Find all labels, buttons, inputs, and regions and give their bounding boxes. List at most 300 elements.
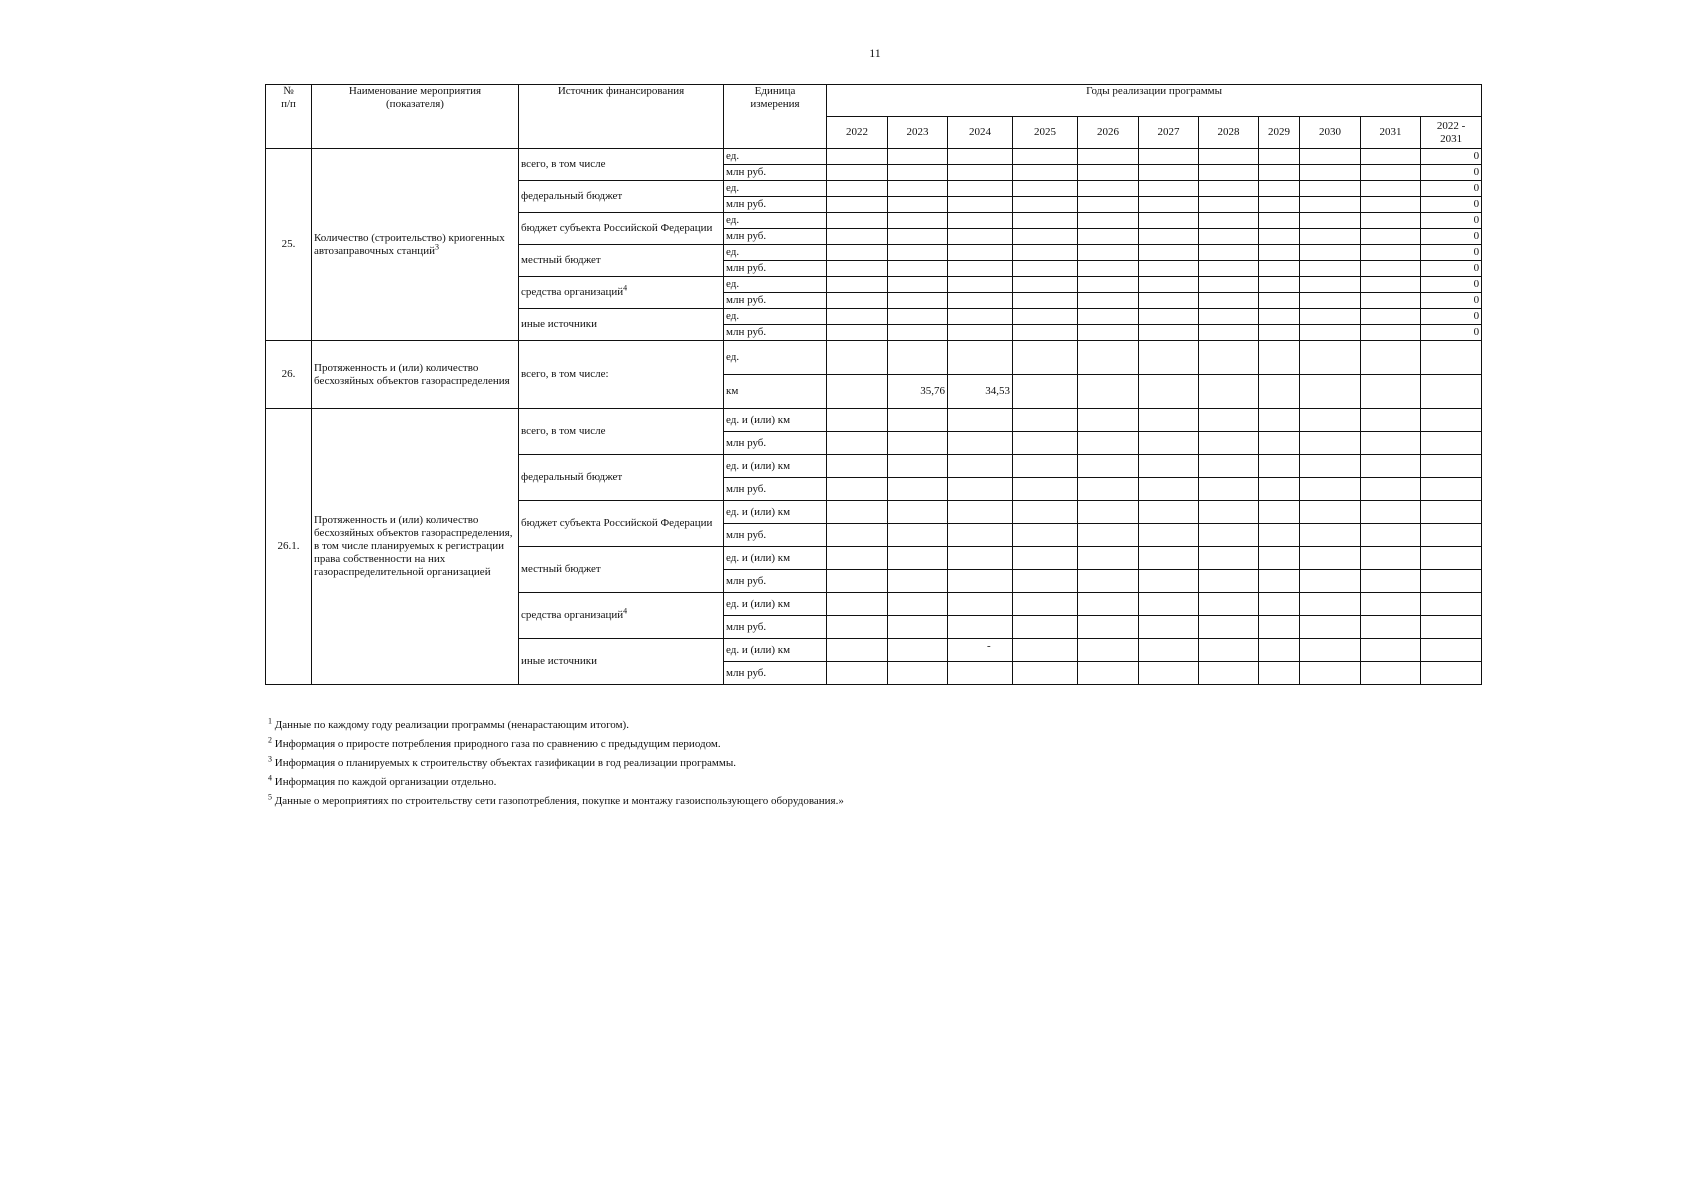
page-number: 11	[869, 46, 881, 60]
value-cell	[1259, 293, 1300, 309]
value-cell	[888, 197, 948, 213]
value-cell	[948, 213, 1013, 229]
value-cell	[1421, 524, 1482, 547]
value-cell	[1078, 478, 1139, 501]
value-cell	[827, 593, 888, 616]
value-cell	[1139, 547, 1199, 570]
value-cell	[1300, 616, 1361, 639]
value-cell	[1361, 213, 1421, 229]
value-cell	[1300, 341, 1361, 375]
funding-source	[519, 593, 724, 639]
value-cell	[1300, 593, 1361, 616]
unit-cell: ед.	[724, 341, 827, 375]
value-cell	[948, 261, 1013, 277]
value-cell	[888, 277, 948, 293]
value-cell	[888, 309, 948, 325]
value-cell	[888, 478, 948, 501]
value-cell	[1078, 662, 1139, 685]
year-header: 2029	[1259, 117, 1300, 149]
funding-source-label: всего, в том числе	[521, 158, 606, 170]
value-cell	[888, 501, 948, 524]
value-cell	[1259, 524, 1300, 547]
value-cell	[1199, 245, 1259, 261]
value-cell	[948, 341, 1013, 375]
value-cell	[888, 455, 948, 478]
value-cell	[1421, 375, 1482, 409]
value-cell	[1078, 455, 1139, 478]
value-cell	[1300, 229, 1361, 245]
funding-source	[519, 149, 724, 181]
value-cell	[1078, 293, 1139, 309]
footnote	[268, 773, 844, 792]
value-cell	[948, 662, 1013, 685]
value-cell	[1300, 277, 1361, 293]
value-cell	[1300, 261, 1361, 277]
value-cell	[1139, 455, 1199, 478]
value-cell	[1013, 455, 1078, 478]
value-cell	[1361, 165, 1421, 181]
value-cell	[948, 524, 1013, 547]
value-cell	[1139, 501, 1199, 524]
value-cell	[1199, 375, 1259, 409]
program-table	[265, 84, 1482, 685]
value-cell	[1300, 432, 1361, 455]
value-cell	[1013, 213, 1078, 229]
value-cell	[1259, 455, 1300, 478]
value-cell	[1078, 197, 1139, 213]
year-header: 2024	[948, 117, 1013, 149]
value-cell	[888, 293, 948, 309]
value-cell	[1078, 432, 1139, 455]
funding-source	[519, 213, 724, 245]
value-cell	[888, 662, 948, 685]
value-cell	[1421, 662, 1482, 685]
value-cell	[1259, 181, 1300, 197]
value-cell	[1139, 197, 1199, 213]
value-cell	[1361, 293, 1421, 309]
value-cell	[1078, 501, 1139, 524]
value-cell	[1300, 570, 1361, 593]
unit-cell: ед.	[724, 277, 827, 293]
value-cell	[888, 593, 948, 616]
value-cell	[1259, 409, 1300, 432]
header-num: № п/п	[266, 85, 312, 149]
value-cell: 0	[1421, 277, 1482, 293]
value-cell	[1139, 616, 1199, 639]
value-cell	[948, 245, 1013, 261]
value-cell	[1421, 593, 1482, 616]
value-cell	[948, 593, 1013, 616]
value-cell	[948, 639, 1013, 662]
value-cell	[1300, 325, 1361, 341]
value-cell	[1421, 616, 1482, 639]
value-cell	[1139, 341, 1199, 375]
value-cell	[827, 432, 888, 455]
value-cell	[1078, 149, 1139, 165]
funding-source	[519, 309, 724, 341]
value-cell	[1013, 547, 1078, 570]
value-cell	[1361, 616, 1421, 639]
unit-cell: ед. и (или) км	[724, 593, 827, 616]
value-cell	[1199, 149, 1259, 165]
value-cell	[1421, 409, 1482, 432]
value-cell	[827, 197, 888, 213]
value-cell	[1300, 662, 1361, 685]
value-cell	[1361, 149, 1421, 165]
value-cell	[1259, 432, 1300, 455]
funding-source	[519, 181, 724, 213]
value-cell	[1013, 639, 1078, 662]
funding-source-label: всего, в том числе:	[521, 368, 609, 380]
value-cell	[1300, 181, 1361, 197]
value-cell	[1013, 149, 1078, 165]
value-cell	[1078, 165, 1139, 181]
value-cell	[1139, 570, 1199, 593]
value-cell	[1139, 309, 1199, 325]
value-cell	[1259, 325, 1300, 341]
value-cell	[827, 639, 888, 662]
value-cell	[827, 293, 888, 309]
value-cell	[1139, 325, 1199, 341]
funding-source	[519, 455, 724, 501]
table-row	[266, 149, 1482, 165]
value-cell	[1421, 639, 1482, 662]
funding-source-label: всего, в том числе	[521, 425, 606, 437]
unit-cell: млн руб.	[724, 478, 827, 501]
year-header: 2023	[888, 117, 948, 149]
value-cell	[827, 524, 888, 547]
value-cell	[948, 277, 1013, 293]
value-cell	[1259, 639, 1300, 662]
value-cell	[1300, 639, 1361, 662]
value-cell	[1259, 501, 1300, 524]
value-cell	[1078, 375, 1139, 409]
value-cell	[1199, 325, 1259, 341]
value-cell	[948, 455, 1013, 478]
value-cell	[1078, 325, 1139, 341]
footnote	[268, 735, 844, 754]
value-cell	[1259, 570, 1300, 593]
value-cell	[1013, 341, 1078, 375]
row-number: 25.	[266, 149, 312, 341]
value-cell	[1300, 245, 1361, 261]
value-cell	[1421, 341, 1482, 375]
funding-source-label: средства организаций	[521, 286, 624, 298]
value-cell	[948, 325, 1013, 341]
value-cell	[1361, 325, 1421, 341]
funding-source	[519, 639, 724, 685]
value-cell	[1259, 229, 1300, 245]
value-cell	[1300, 197, 1361, 213]
value-cell	[948, 547, 1013, 570]
value-cell	[1013, 197, 1078, 213]
funding-source-label: федеральный бюджет	[521, 190, 623, 202]
value-cell	[1259, 149, 1300, 165]
value-cell	[948, 229, 1013, 245]
value-cell	[1259, 213, 1300, 229]
unit-cell: ед.	[724, 149, 827, 165]
value-cell	[1013, 662, 1078, 685]
funding-source	[519, 341, 724, 409]
value-cell	[1421, 478, 1482, 501]
value-cell	[888, 341, 948, 375]
indicator-name	[312, 409, 519, 685]
value-cell	[888, 639, 948, 662]
value-cell	[827, 547, 888, 570]
value-cell	[827, 616, 888, 639]
value-cell	[1139, 277, 1199, 293]
value-cell	[1199, 547, 1259, 570]
stray-mark: -	[987, 640, 991, 652]
value-cell	[948, 181, 1013, 197]
footnote-text: Информация о приросте потребления природного газа по сравнению с предыдущим периодом.	[274, 738, 721, 750]
value-cell	[1259, 245, 1300, 261]
value-cell	[888, 524, 948, 547]
value-cell	[888, 432, 948, 455]
unit-cell: млн руб.	[724, 261, 827, 277]
value-cell	[1300, 501, 1361, 524]
value-cell	[1013, 501, 1078, 524]
funding-source-label: федеральный бюджет	[521, 471, 623, 483]
value-cell	[1259, 197, 1300, 213]
value-cell	[1139, 639, 1199, 662]
value-cell	[1139, 245, 1199, 261]
value-cell	[827, 570, 888, 593]
value-cell	[1139, 293, 1199, 309]
unit-cell: млн руб.	[724, 662, 827, 685]
value-cell	[827, 341, 888, 375]
value-cell	[1421, 547, 1482, 570]
value-cell	[1199, 341, 1259, 375]
value-cell	[827, 229, 888, 245]
table-row	[266, 341, 1482, 375]
value-cell	[1361, 478, 1421, 501]
value-cell	[1078, 229, 1139, 245]
year-header: 2030	[1300, 117, 1361, 149]
footnote-ref: 3	[434, 241, 439, 251]
unit-cell: ед. и (или) км	[724, 409, 827, 432]
value-cell	[827, 181, 888, 197]
value-cell	[1361, 593, 1421, 616]
value-cell	[1361, 181, 1421, 197]
indicator-name-text: Протяженность и (или) количество бесхозяйных объектов газораспределения	[314, 361, 510, 387]
value-cell	[1199, 455, 1259, 478]
funding-source-label: местный бюджет	[521, 254, 601, 266]
value-cell	[1013, 325, 1078, 341]
footnote-text: Данные по каждому году реализации программы (ненарастающим итогом).	[274, 719, 629, 731]
value-cell	[1139, 213, 1199, 229]
unit-cell: ед.	[724, 213, 827, 229]
value-cell	[1361, 245, 1421, 261]
value-cell	[1361, 197, 1421, 213]
value-cell	[1361, 309, 1421, 325]
value-cell: 0	[1421, 165, 1482, 181]
header-name: Наименование мероприятия (показателя)	[312, 85, 519, 149]
footnote-number: 4	[268, 773, 272, 783]
value-cell	[827, 409, 888, 432]
footnote-text: Данные о мероприятиях по строительству сети газопотребления, покупке и монтажу газоиспользующего оборудования.»	[274, 795, 844, 807]
value-cell	[888, 181, 948, 197]
unit-cell: млн руб.	[724, 524, 827, 547]
value-cell	[1421, 501, 1482, 524]
value-cell	[948, 293, 1013, 309]
footnotes	[268, 716, 844, 811]
value-cell	[1078, 570, 1139, 593]
value-cell: 0	[1421, 149, 1482, 165]
value-cell	[1199, 662, 1259, 685]
value-cell	[1013, 524, 1078, 547]
value-cell	[1139, 165, 1199, 181]
value-cell	[1300, 455, 1361, 478]
funding-source-label: бюджет субъекта Российской Федерации	[521, 222, 713, 234]
footnote	[268, 792, 844, 811]
indicator-name-text: Протяженность и (или) количество бесхозяйных объектов газораспределения, в том числе планируемых к регистрации права собственности на них газораспределительной организацией	[314, 514, 513, 578]
value-cell	[827, 662, 888, 685]
value-cell	[1199, 293, 1259, 309]
value-cell	[1361, 639, 1421, 662]
value-cell	[1139, 524, 1199, 547]
value-cell	[1013, 375, 1078, 409]
funding-source-label: иные источники	[521, 655, 597, 667]
value-cell	[827, 213, 888, 229]
value-cell	[1078, 639, 1139, 662]
footnote-number: 2	[268, 735, 272, 745]
value-cell	[1259, 547, 1300, 570]
value-cell	[1139, 409, 1199, 432]
year-header: 2028	[1199, 117, 1259, 149]
value-cell	[827, 478, 888, 501]
unit-cell: ед. и (или) км	[724, 639, 827, 662]
unit-cell: ед.	[724, 245, 827, 261]
value-cell	[888, 213, 948, 229]
unit-cell: млн руб.	[724, 616, 827, 639]
value-cell	[888, 261, 948, 277]
value-cell	[888, 325, 948, 341]
value-cell	[888, 149, 948, 165]
unit-cell: млн руб.	[724, 293, 827, 309]
value-cell	[1361, 524, 1421, 547]
value-cell: 0	[1421, 229, 1482, 245]
funding-source	[519, 409, 724, 455]
header-unit: Единица измерения	[724, 85, 827, 149]
value-cell	[827, 245, 888, 261]
unit-cell: ед.	[724, 181, 827, 197]
unit-cell: ед. и (или) км	[724, 455, 827, 478]
value-cell	[1199, 570, 1259, 593]
indicator-name	[312, 341, 519, 409]
indicator-name	[312, 149, 519, 341]
year-header: 2025	[1013, 117, 1078, 149]
value-cell	[1078, 593, 1139, 616]
indicator-name-text: Количество (строительство) криогенных автозаправочных станций	[314, 231, 505, 257]
value-cell	[948, 409, 1013, 432]
value-cell: 0	[1421, 197, 1482, 213]
value-cell	[1199, 181, 1259, 197]
value-cell	[827, 375, 888, 409]
value-cell	[1361, 409, 1421, 432]
value-cell	[1013, 261, 1078, 277]
footnote-text: Информация по каждой организации отдельно.	[274, 776, 497, 788]
value-cell	[1199, 639, 1259, 662]
value-cell	[948, 309, 1013, 325]
value-cell	[1259, 309, 1300, 325]
unit-cell: млн руб.	[724, 570, 827, 593]
row-number: 26.	[266, 341, 312, 409]
value-cell: 0	[1421, 245, 1482, 261]
value-cell: 0	[1421, 261, 1482, 277]
value-cell	[1361, 277, 1421, 293]
value-cell: 0	[1421, 213, 1482, 229]
unit-cell: км	[724, 375, 827, 409]
value-cell	[888, 245, 948, 261]
funding-source-label: бюджет субъекта Российской Федерации	[521, 517, 713, 529]
footnote-number: 1	[268, 716, 272, 726]
value-cell	[1259, 165, 1300, 181]
header-years: Годы реализации программы	[827, 85, 1482, 117]
footnote	[268, 716, 844, 735]
value-cell	[1013, 293, 1078, 309]
unit-cell: ед. и (или) км	[724, 547, 827, 570]
value-cell	[1078, 409, 1139, 432]
value-cell	[1300, 213, 1361, 229]
value-cell	[827, 277, 888, 293]
header-source: Источник финансирования	[519, 85, 724, 149]
value-cell	[948, 501, 1013, 524]
value-cell	[1421, 455, 1482, 478]
value-cell	[827, 149, 888, 165]
value-cell	[1259, 616, 1300, 639]
value-cell	[1199, 197, 1259, 213]
value-cell	[1300, 309, 1361, 325]
value-cell	[888, 570, 948, 593]
value-cell	[1013, 277, 1078, 293]
value-cell	[948, 616, 1013, 639]
row-number: 26.1.	[266, 409, 312, 685]
value-cell	[827, 165, 888, 181]
value-cell	[1013, 616, 1078, 639]
footnote-number: 5	[268, 792, 272, 802]
value-cell	[888, 229, 948, 245]
value-cell	[1199, 309, 1259, 325]
funding-source-label: местный бюджет	[521, 563, 601, 575]
value-cell	[1199, 593, 1259, 616]
funding-source	[519, 277, 724, 309]
value-cell	[1199, 213, 1259, 229]
unit-cell: млн руб.	[724, 165, 827, 181]
value-cell: 0	[1421, 293, 1482, 309]
value-cell	[1259, 593, 1300, 616]
year-header: 2022 - 2031	[1421, 117, 1482, 149]
value-cell	[1078, 341, 1139, 375]
value-cell	[1013, 478, 1078, 501]
value-cell	[1199, 501, 1259, 524]
value-cell	[1300, 293, 1361, 309]
value-cell	[948, 197, 1013, 213]
value-cell	[1078, 616, 1139, 639]
value-cell	[948, 570, 1013, 593]
value-cell	[1078, 261, 1139, 277]
value-cell	[1139, 478, 1199, 501]
value-cell	[1139, 662, 1199, 685]
value-cell	[1361, 229, 1421, 245]
unit-cell: млн руб.	[724, 325, 827, 341]
value-cell	[1259, 341, 1300, 375]
value-cell	[948, 478, 1013, 501]
value-cell	[1421, 432, 1482, 455]
unit-cell: млн руб.	[724, 197, 827, 213]
value-cell	[1013, 570, 1078, 593]
footnote-ref: 4	[623, 606, 628, 616]
